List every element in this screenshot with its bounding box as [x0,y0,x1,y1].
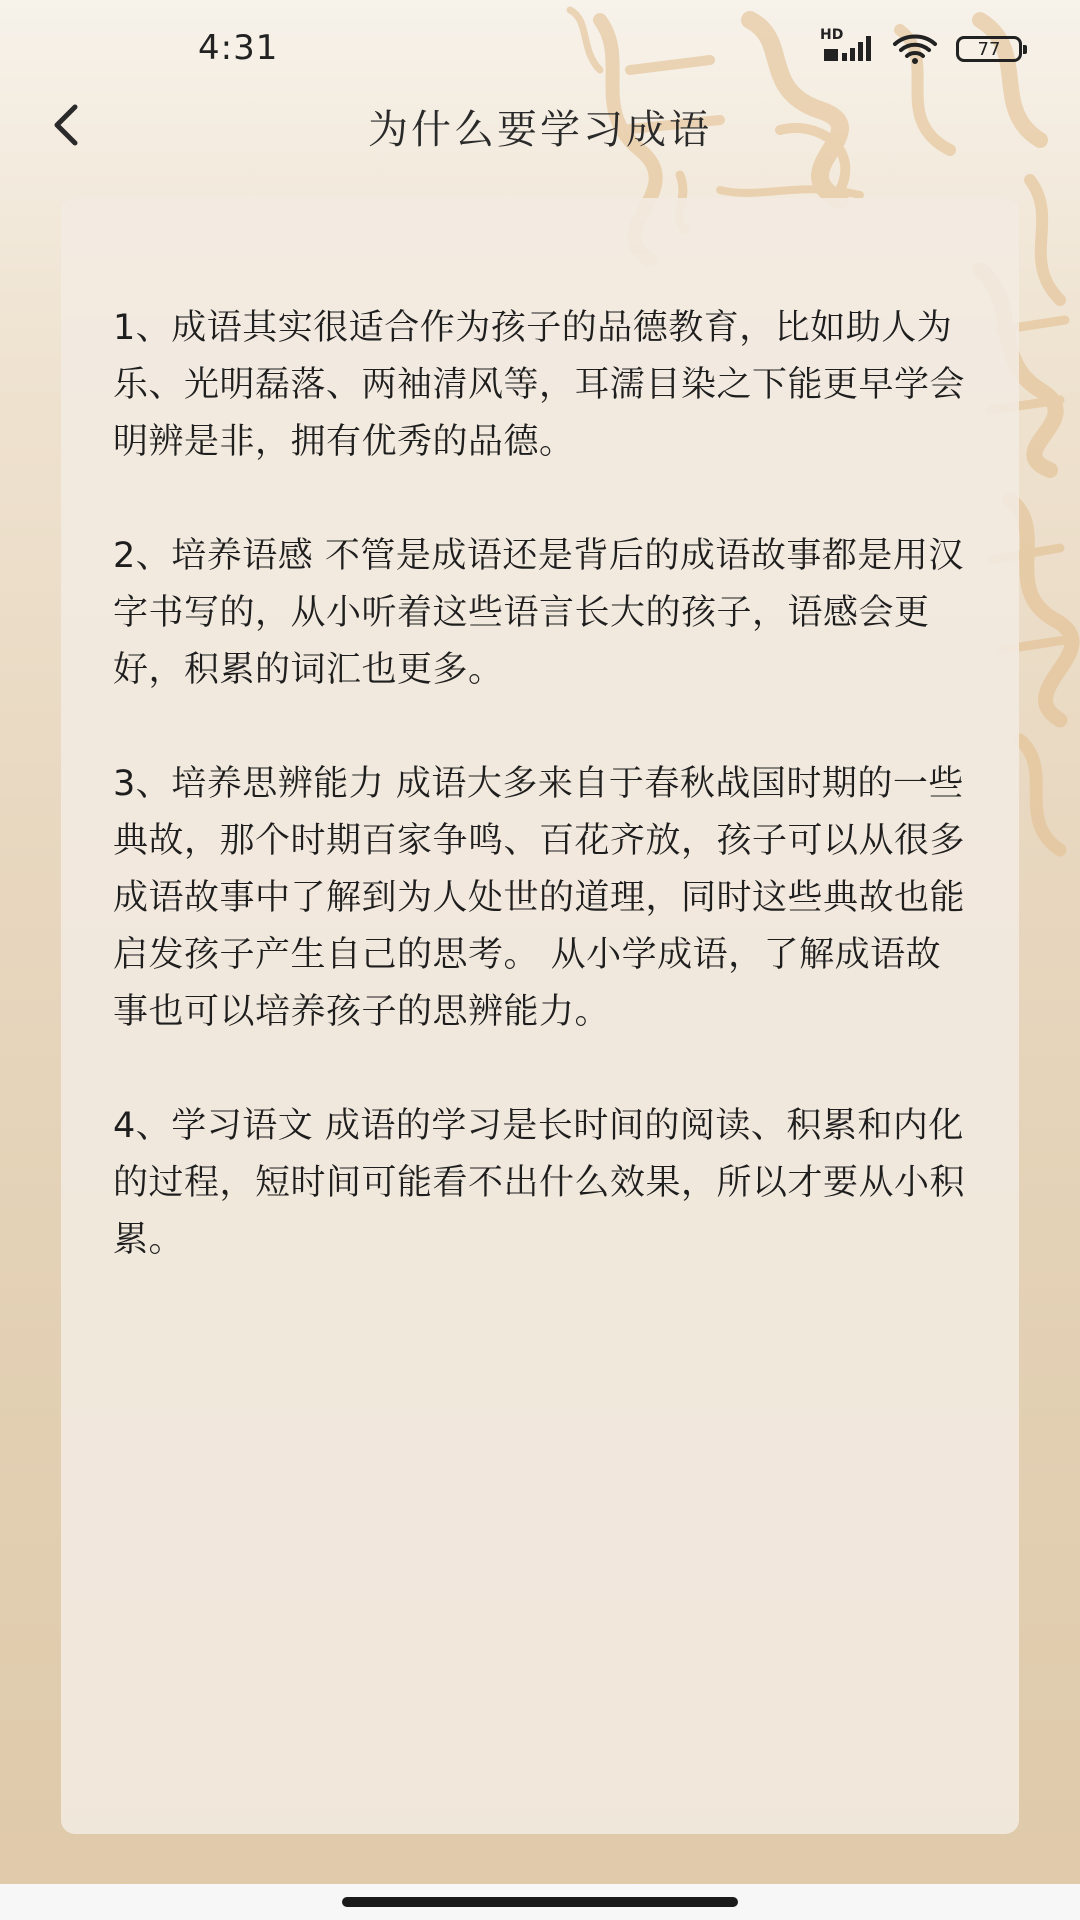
paragraph-3: 3、培养思辨能力 成语大多来自于春秋战国时期的一些典故，那个时期百家争鸣、百花齐放，孩子可以从很多成语故事中了解到为人处世的道理，同时这些典故也能启发孩子产生自己的思考。 从小学成语，了解成语故事也可以培养孩子的思辨能力。 [113,764,966,1032]
wifi-icon [892,34,938,64]
content-card [61,198,1019,1834]
home-indicator[interactable] [342,1897,738,1907]
status-time: 4:31 [198,28,279,68]
status-icons [820,27,1022,64]
battery-icon [956,36,1022,62]
battery-level: 77 [977,38,1001,60]
paragraph-4: 4、学习语文 成语的学习是长时间的阅读、积累和内化的过程，短时间可能看不出什么效果，所以才要从小积累。 [113,1106,966,1260]
network-label: HD [820,27,844,43]
paragraph-2: 2、培养语感 不管是成语还是背后的成语故事都是用汉字书写的，从小听着这些语言长大的孩子，语感会更好，积累的词汇也更多。 [113,536,964,690]
paragraph-1: 1、成语其实很适合作为孩子的品德教育，比如助人为乐、光明磊落、两袖清风等，耳濡目染之下能更早学会明辨是非，拥有优秀的品德。 [113,308,966,462]
status-bar [0,0,1080,100]
signal-icon [820,27,874,63]
page-title: 为什么要学习成语 [368,107,712,153]
